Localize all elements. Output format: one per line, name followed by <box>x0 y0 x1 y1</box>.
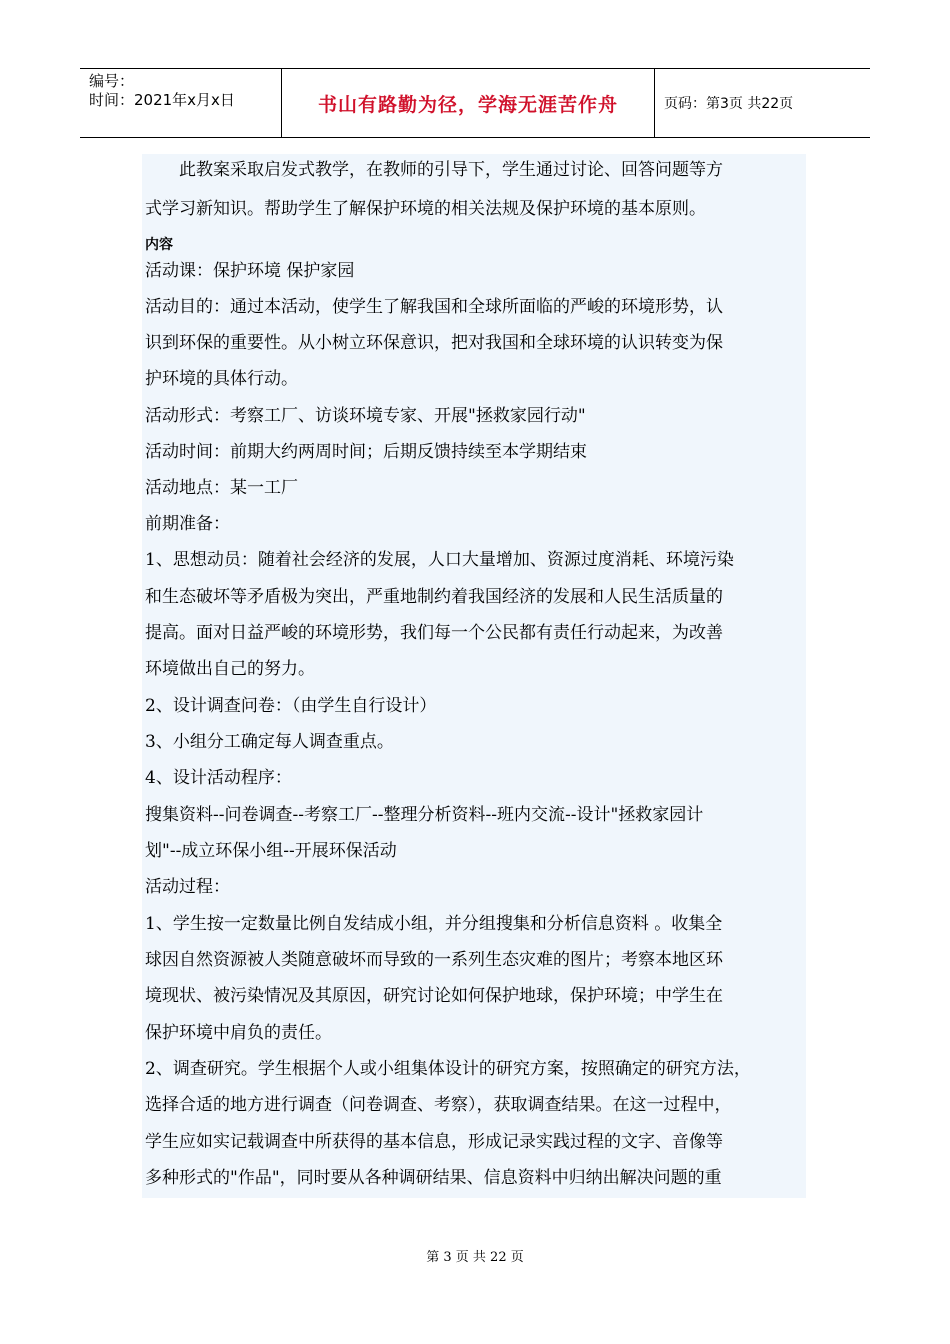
body-line: 1、学生按一定数量比例自发结成小组，并分组搜集和分析信息资料 。收集全 <box>145 914 723 934</box>
body-line: 境现状、被污染情况及其原因，研究讨论如何保护地球，保护环境；中学生在 <box>145 986 723 1006</box>
body-line: 1、思想动员：随着社会经济的发展，人口大量增加、资源过度消耗、环境污染 <box>145 550 734 570</box>
body-line: 活动目的：通过本活动，使学生了解我国和全球所面临的严峻的环境形势，认 <box>145 297 723 317</box>
document-body <box>142 154 806 1198</box>
body-line: 活动过程： <box>145 877 230 897</box>
page-header <box>80 68 870 138</box>
document-number-label: 编号： <box>89 72 135 90</box>
body-line: 和生态破坏等矛盾极为突出，严重地制约着我国经济的发展和人民生活质量的 <box>145 587 723 607</box>
body-line: 式学习新知识。帮助学生了解保护环境的相关法规及保护环境的基本原则。 <box>145 199 706 219</box>
body-line: 学生应如实记载调查中所获得的基本信息，形成记录实践过程的文字、音像等 <box>145 1132 723 1152</box>
body-line: 活动地点：某一工厂 <box>145 478 298 498</box>
body-line: 此教案采取启发式教学，在教师的引导下，学生通过讨论、回答问题等方 <box>145 160 723 180</box>
document-date: 时间：2021年x月x日 <box>89 91 235 109</box>
body-line: 球因自然资源被人类随意破坏而导致的一系列生态灾难的图片；考察本地区环 <box>145 950 723 970</box>
body-line: 前期准备： <box>145 514 230 534</box>
body-line: 多种形式的"作品"，同时要从各种调研结果、信息资料中归纳出解决问题的重 <box>145 1168 722 1188</box>
page-footer: 第 3 页 共 22 页 <box>426 1250 524 1265</box>
body-line: 选择合适的地方进行调查（问卷调查、考察），获取调查结果。在这一过程中， <box>145 1095 732 1115</box>
body-line: 2、设计调查问卷：（由学生自行设计） <box>145 696 437 716</box>
header-page-cell <box>654 69 870 137</box>
body-line: 划"--成立环保小组--开展环保活动 <box>145 841 397 861</box>
body-line: 活动形式：考察工厂、访谈环境专家、开展"拯救家园行动" <box>145 406 586 426</box>
body-line: 护环境的具体行动。 <box>145 369 298 389</box>
body-line: 识到环保的重要性。从小树立环保意识，把对我国和全球环境的认识转变为保 <box>145 333 723 353</box>
page-info: 页码：第3页 共22页 <box>664 96 794 112</box>
body-line: 提高。面对日益严峻的环境形势，我们每一个公民都有责任行动起来，为改善 <box>145 623 723 643</box>
body-line: 搜集资料--问卷调查--考察工厂--整理分析资料--班内交流--设计"拯救家园计 <box>145 805 704 825</box>
body-line: 活动时间：前期大约两周时间；后期反馈持续至本学期结束 <box>145 442 587 462</box>
section-heading: 内容 <box>145 237 173 253</box>
motto: 书山有路勤为径，学海无涯苦作舟 <box>317 93 618 116</box>
body-line: 保护环境中肩负的责任。 <box>145 1023 332 1043</box>
body-line: 4、设计活动程序： <box>145 768 292 788</box>
header-motto-cell <box>281 69 655 137</box>
body-line: 活动课：保护环境 保护家园 <box>145 261 355 281</box>
header-meta <box>80 69 281 137</box>
body-line: 2、调查研究。学生根据个人或小组集体设计的研究方案，按照确定的研究方法， <box>145 1059 751 1079</box>
body-line: 环境做出自己的努力。 <box>145 659 315 679</box>
body-line: 3、小组分工确定每人调查重点。 <box>145 732 394 752</box>
